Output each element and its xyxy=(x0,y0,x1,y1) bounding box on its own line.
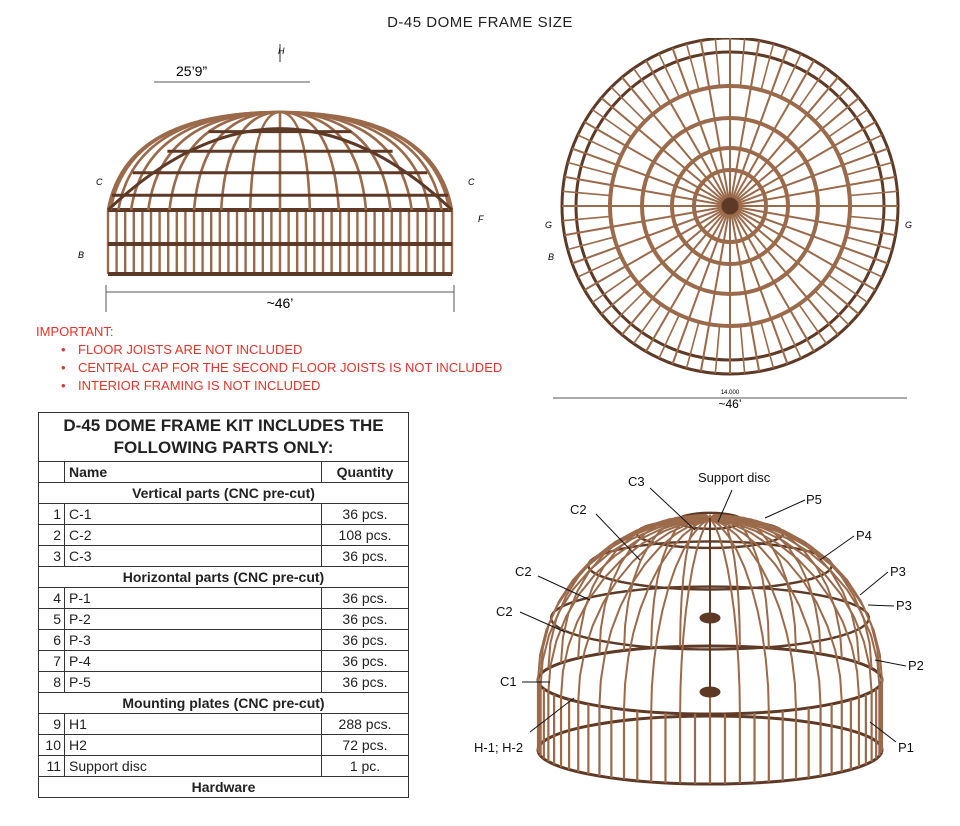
col-qty-header: Quantity xyxy=(322,462,409,483)
plan-rib-outer xyxy=(740,326,744,374)
section-title: Horizontal parts (CNC pre-cut) xyxy=(39,567,409,588)
plan-rib-outer xyxy=(687,322,699,368)
table-row: 10 H2 72 pcs. xyxy=(39,735,409,756)
table-row: 6 P-3 36 pcs. xyxy=(39,630,409,651)
col-number-header xyxy=(39,462,65,483)
persp-dome-rib xyxy=(599,518,710,706)
marker-g-left: G xyxy=(545,220,553,230)
table-row: 2 C-2 108 pcs. xyxy=(39,525,409,546)
note-item: • FLOOR JOISTS ARE NOT INCLUDED xyxy=(78,341,502,359)
section-title: Mounting plates (CNC pre-cut) xyxy=(39,693,409,714)
marker-h: H xyxy=(278,46,285,56)
plan-rib-outer xyxy=(761,44,773,90)
label-c2-mid: C2 xyxy=(515,564,532,579)
plan-rib-outer xyxy=(687,44,699,90)
important-notes xyxy=(36,323,502,395)
label-p4: P4 xyxy=(856,528,872,543)
label-h1-h2: H-1; H-2 xyxy=(474,740,524,755)
plan-rib-outer xyxy=(846,237,892,249)
side-height-label: 25’9” xyxy=(176,63,208,79)
plan-rib-outer xyxy=(761,322,773,368)
label-c2-low: C2 xyxy=(496,604,513,619)
marker-b: B xyxy=(78,250,85,260)
table-row: 4 P-1 36 pcs. xyxy=(39,588,409,609)
plan-rib-outer xyxy=(565,227,612,235)
label-p1: P1 xyxy=(898,740,914,755)
table-row: 3 C-3 36 pcs. xyxy=(39,546,409,567)
table-row: 7 P-4 36 pcs. xyxy=(39,651,409,672)
plan-rib-outer xyxy=(701,324,709,371)
marker-f: F xyxy=(478,214,484,224)
plan-rib-outer xyxy=(850,191,898,195)
section-title: Vertical parts (CNC pre-cut) xyxy=(39,483,409,504)
table-row: 1 C-1 36 pcs. xyxy=(39,504,409,525)
plan-rib-outer xyxy=(563,216,611,220)
plan-rib-outer xyxy=(751,41,759,88)
top-width-small: 14.000 xyxy=(720,390,740,396)
label-p3-upper: P3 xyxy=(890,564,906,579)
label-p2: P2 xyxy=(908,658,924,673)
col-name-header: Name xyxy=(65,462,322,483)
label-support-disc: Support disc xyxy=(698,470,771,485)
kit-parts-table xyxy=(38,412,409,798)
top-width-label: ~46’ xyxy=(718,397,742,410)
plan-rib-outer xyxy=(568,237,614,249)
side-width-label: ~46’ xyxy=(266,295,294,311)
label-c2-top: C2 xyxy=(570,502,587,517)
kit-table-heading: D-45 DOME FRAME KIT INCLUDES THE FOLLOWING PARTS ONLY: xyxy=(39,413,409,462)
plan-rib-outer xyxy=(751,324,759,371)
marker-c-right: C xyxy=(468,177,475,187)
section-title: Hardware xyxy=(39,777,409,798)
label-c3: C3 xyxy=(628,474,645,489)
label-p3-lower: P3 xyxy=(896,598,912,613)
plan-rib-outer xyxy=(563,191,611,195)
persp-dome-rib xyxy=(710,518,821,706)
perspective-diagram xyxy=(470,460,950,810)
plan-rib-outer xyxy=(715,326,719,374)
marker-b-top: B xyxy=(548,252,555,262)
table-row: 8 P-5 36 pcs. xyxy=(39,672,409,693)
table-row: 11 Support disc 1 pc. xyxy=(39,756,409,777)
plan-rib-outer xyxy=(565,177,612,185)
plan-rib-outer xyxy=(848,177,895,185)
plan-rib-outer xyxy=(568,163,614,175)
table-row: 5 P-2 36 pcs. xyxy=(39,609,409,630)
page-title: D-45 DOME FRAME SIZE xyxy=(387,14,573,31)
note-item: • INTERIOR FRAMING IS NOT INCLUDED xyxy=(78,377,502,395)
plan-support-disc xyxy=(722,198,738,214)
important-heading: IMPORTANT: xyxy=(36,324,114,339)
plan-rib-outer xyxy=(846,163,892,175)
marker-g-right: G xyxy=(905,220,913,230)
table-row: 9 H1 288 pcs. xyxy=(39,714,409,735)
top-plan-diagram xyxy=(545,38,920,410)
plan-rib-outer xyxy=(848,227,895,235)
plan-rib-outer xyxy=(850,216,898,220)
plan-rib-outer xyxy=(701,41,709,88)
plan-rib-outer xyxy=(715,39,719,87)
side-elevation-diagram xyxy=(70,40,510,320)
note-item: • CENTRAL CAP FOR THE SECOND FLOOR JOISTS IS NOT INCLUDED xyxy=(78,359,502,377)
marker-c-left: C xyxy=(96,177,103,187)
plan-rib-outer xyxy=(740,39,744,87)
label-c1: C1 xyxy=(500,674,517,689)
label-p5: P5 xyxy=(806,492,822,507)
